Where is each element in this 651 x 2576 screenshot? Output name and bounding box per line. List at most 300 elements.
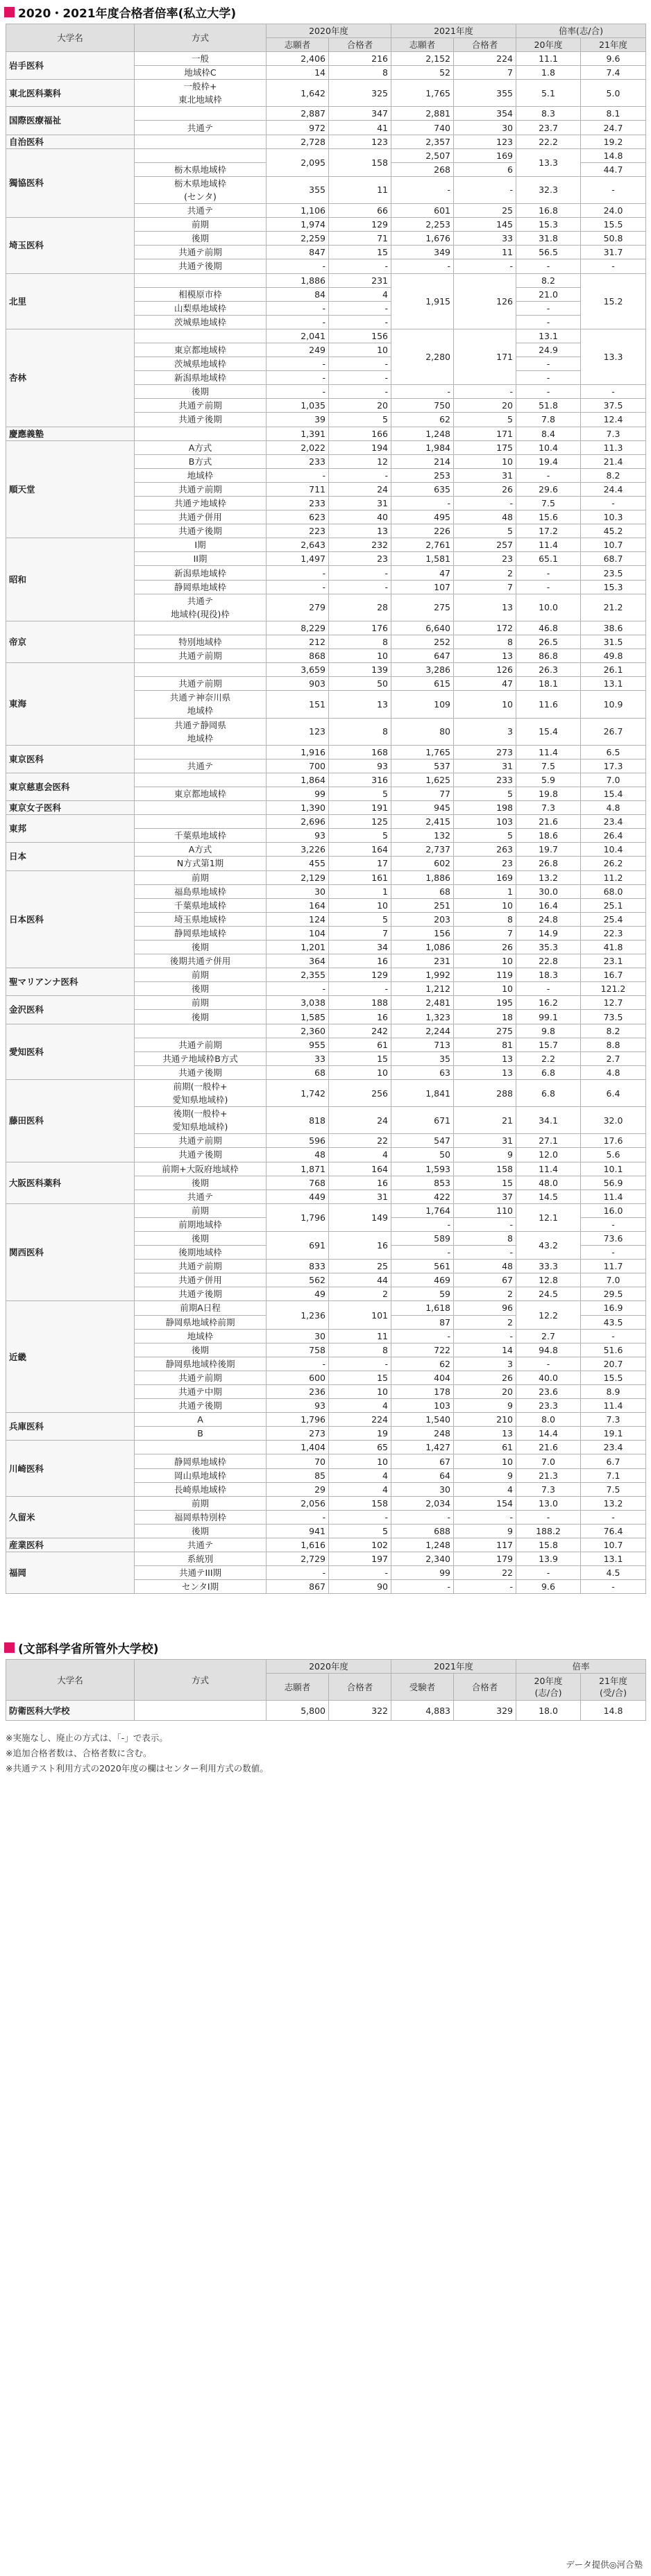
ratio-2021: 50.8 bbox=[581, 232, 646, 246]
passers-2020: 191 bbox=[329, 801, 391, 815]
applicants-2020: 700 bbox=[267, 759, 329, 773]
passers-2020: 2 bbox=[329, 1287, 391, 1301]
passers-2021: 7 bbox=[454, 926, 516, 940]
applicants-2021: 589 bbox=[391, 1231, 454, 1245]
ratio-2020: 188.2 bbox=[516, 1524, 581, 1538]
passers-2020: 161 bbox=[329, 870, 391, 884]
university-name: 東京医科 bbox=[6, 745, 135, 773]
method-cell: 千葉県地域枠 bbox=[135, 898, 267, 912]
ratio-2020: 30.0 bbox=[516, 884, 581, 898]
applicants-2020: 355 bbox=[267, 176, 329, 203]
applicants-2020: 1,974 bbox=[267, 218, 329, 232]
ratio-2021: 8.2 bbox=[581, 468, 646, 482]
passers-2020: 164 bbox=[329, 1162, 391, 1176]
applicants-2020: 2,355 bbox=[267, 968, 329, 982]
passers-2021: 210 bbox=[454, 1413, 516, 1427]
header-passers-2020: 合格者 bbox=[329, 38, 391, 52]
ratio-2020: 7.0 bbox=[516, 1454, 581, 1468]
ratio-2021: 10.3 bbox=[581, 510, 646, 524]
applicants-2021: 2,253 bbox=[391, 218, 454, 232]
applicants-2021: 688 bbox=[391, 1524, 454, 1538]
ratio-2021: 7.3 bbox=[581, 1413, 646, 1427]
passers-2021: 154 bbox=[454, 1496, 516, 1510]
method-cell: 共通テ静岡県 地域枠 bbox=[135, 718, 267, 745]
ratio-2021: 7.5 bbox=[581, 1482, 646, 1496]
passers-2020: - bbox=[329, 468, 391, 482]
applicants-2021: 203 bbox=[391, 912, 454, 926]
header2-university: 大学名 bbox=[6, 1660, 135, 1701]
passers-2021: 23 bbox=[454, 552, 516, 566]
method-cell: 共通テ前期 bbox=[135, 482, 267, 496]
applicants-2020: 2,406 bbox=[267, 52, 329, 66]
note-line: ※追加合格者数は、合格者数に含む。 bbox=[6, 1748, 152, 1759]
passers-2020: - bbox=[329, 259, 391, 273]
ratio-2020: - bbox=[516, 1510, 581, 1524]
ratio-2021: 44.7 bbox=[581, 162, 646, 176]
applicants-2021: 2,507 bbox=[391, 148, 454, 162]
applicants-2021: 64 bbox=[391, 1468, 454, 1482]
passers-2020: 40 bbox=[329, 510, 391, 524]
university-name: 東海 bbox=[6, 663, 135, 746]
university-name: 埼玉医科 bbox=[6, 218, 135, 273]
university-name: 愛知医科 bbox=[6, 1024, 135, 1079]
method-cell: 共通テ地域枠B方式 bbox=[135, 1051, 267, 1065]
ratio-2020: 6.8 bbox=[516, 1065, 581, 1079]
method-cell: 共通テ bbox=[135, 204, 267, 218]
passers-2021: 2 bbox=[454, 1287, 516, 1301]
passers-2021: 26 bbox=[454, 1371, 516, 1384]
applicants-2020: 2,041 bbox=[267, 329, 329, 343]
passers-2020: 15 bbox=[329, 1371, 391, 1384]
header2-ratio: 倍率 bbox=[516, 1660, 646, 1674]
ratio-2021: - bbox=[581, 1217, 646, 1231]
ratio-2021: - bbox=[581, 1329, 646, 1343]
method-cell: 一般 bbox=[135, 52, 267, 66]
passers-2020: 129 bbox=[329, 218, 391, 232]
ratio-2020: 24.9 bbox=[516, 343, 581, 357]
ratio-2020: 13.3 bbox=[516, 148, 581, 176]
method-cell: 共通テ前期 bbox=[135, 1260, 267, 1273]
applicants-2021: 80 bbox=[391, 718, 454, 745]
applicants-2020: 955 bbox=[267, 1038, 329, 1051]
passers-2021: 81 bbox=[454, 1038, 516, 1051]
method-cell: B方式 bbox=[135, 454, 267, 468]
ratio-2021: 19.2 bbox=[581, 135, 646, 148]
table-row bbox=[6, 745, 646, 759]
header2-2020: 2020年度 bbox=[267, 1660, 391, 1674]
applicants-2021: 50 bbox=[391, 1148, 454, 1162]
heading-marker-icon bbox=[4, 7, 15, 17]
passers-2020: 15 bbox=[329, 1051, 391, 1065]
ratio-2020: - bbox=[516, 468, 581, 482]
ratio-2020: 12.2 bbox=[516, 1301, 581, 1329]
passers-2021: 13 bbox=[454, 1051, 516, 1065]
ratio-2020: 26.8 bbox=[516, 857, 581, 870]
header2-passers-2021: 合格者 bbox=[454, 1674, 516, 1701]
university-name: 東北医科薬科 bbox=[6, 80, 135, 107]
applicants-2020: 1,864 bbox=[267, 773, 329, 787]
method-cell: 共通テ後期 bbox=[135, 259, 267, 273]
passers-2021: 8 bbox=[454, 912, 516, 926]
passers-2021: 273 bbox=[454, 745, 516, 759]
university-name: 帝京 bbox=[6, 621, 135, 662]
ratio-2020: 21.6 bbox=[516, 815, 581, 829]
ratio-2021: 76.4 bbox=[581, 1524, 646, 1538]
ratio-2021: 19.1 bbox=[581, 1427, 646, 1441]
passers-2020: 16 bbox=[329, 1176, 391, 1190]
method-cell: 静岡県地域枠 bbox=[135, 1454, 267, 1468]
method-cell: 栃木県地域枠 (センタ) bbox=[135, 176, 267, 203]
passers-2020: 13 bbox=[329, 691, 391, 718]
method-cell: 共通テ後期 bbox=[135, 1399, 267, 1413]
passers-2021: - bbox=[454, 1217, 516, 1231]
method-cell: 後期 bbox=[135, 941, 267, 954]
passers-2021: 158 bbox=[454, 1162, 516, 1176]
applicants-2020: 1,236 bbox=[267, 1301, 329, 1329]
applicants-2021: 47 bbox=[391, 566, 454, 580]
applicants-2021: 103 bbox=[391, 1399, 454, 1413]
applicants-2021: 6,640 bbox=[391, 621, 454, 635]
header-ratio: 倍率(志/合) bbox=[516, 24, 646, 38]
ratio-2021: 41.8 bbox=[581, 941, 646, 954]
passers-2021: 126 bbox=[454, 273, 516, 329]
passers-2021: 61 bbox=[454, 1441, 516, 1454]
passers-2020: 65 bbox=[329, 1441, 391, 1454]
table-row bbox=[6, 1162, 646, 1176]
table-row bbox=[6, 815, 646, 829]
passers-2021: 10 bbox=[454, 982, 516, 996]
ratio-2020: 14.5 bbox=[516, 1190, 581, 1203]
ratio-2020: 99.1 bbox=[516, 1010, 581, 1024]
passers-2021: 26 bbox=[454, 482, 516, 496]
table-row bbox=[6, 1496, 646, 1510]
applicants-2020: 1,642 bbox=[267, 80, 329, 107]
applicants-2020: 1,886 bbox=[267, 273, 329, 287]
applicants-2021: - bbox=[391, 1580, 454, 1594]
applicants-2021: 253 bbox=[391, 468, 454, 482]
applicants-2021: 67 bbox=[391, 1454, 454, 1468]
method-cell: 共通テ 地域枠(現役)枠 bbox=[135, 594, 267, 621]
ratio-2021: 16.0 bbox=[581, 1203, 646, 1217]
passers-2020: 10 bbox=[329, 343, 391, 357]
method-cell: 共通テ前期 bbox=[135, 246, 267, 259]
ratio-2020: 16.2 bbox=[516, 996, 581, 1010]
passers-2021: 126 bbox=[454, 663, 516, 677]
method-cell: 後期 bbox=[135, 1524, 267, 1538]
ratio-2021: 7.1 bbox=[581, 1468, 646, 1482]
ratio-2021: 11.2 bbox=[581, 870, 646, 884]
applicants-2020: 623 bbox=[267, 510, 329, 524]
applicants-2020: 1,035 bbox=[267, 399, 329, 413]
passers-2021: 20 bbox=[454, 1385, 516, 1399]
applicants-2021: 945 bbox=[391, 801, 454, 815]
table-row bbox=[6, 440, 646, 454]
method-cell bbox=[135, 107, 267, 121]
method-cell: 前期 bbox=[135, 870, 267, 884]
ratio-2021: 13.3 bbox=[581, 329, 646, 384]
applicants-2020: 449 bbox=[267, 1190, 329, 1203]
ratio-2020: - bbox=[516, 580, 581, 594]
ratio-2021: 13.1 bbox=[581, 1552, 646, 1566]
university-name: 防衛医科大学校 bbox=[6, 1701, 135, 1721]
method-cell: 栃木県地域枠 bbox=[135, 162, 267, 176]
applicants-2021: 1,984 bbox=[391, 440, 454, 454]
applicants-2021: 1,248 bbox=[391, 1538, 454, 1552]
ratio-2021: 23.4 bbox=[581, 1441, 646, 1454]
method-cell bbox=[135, 801, 267, 815]
ratio-2021: 12.7 bbox=[581, 996, 646, 1010]
method-cell: 前期 bbox=[135, 1203, 267, 1217]
applicants-2020: 1,201 bbox=[267, 941, 329, 954]
ratio-2020: - bbox=[516, 301, 581, 315]
passers-2021: - bbox=[454, 259, 516, 273]
ratio-2020: 22.8 bbox=[516, 954, 581, 968]
ratio-2020: 7.5 bbox=[516, 759, 581, 773]
applicants-2020: 99 bbox=[267, 787, 329, 800]
applicants-2021: 1,676 bbox=[391, 232, 454, 246]
method-cell: 後期 bbox=[135, 1343, 267, 1357]
passers-2020: 15 bbox=[329, 246, 391, 259]
passers-2021: 26 bbox=[454, 941, 516, 954]
applicants-2020: 691 bbox=[267, 1231, 329, 1259]
applicants-2020: 14 bbox=[267, 66, 329, 80]
ratio-2021: 21.2 bbox=[581, 594, 646, 621]
applicants-2021: 537 bbox=[391, 759, 454, 773]
passers-2020: - bbox=[329, 1510, 391, 1524]
ratio-2021: 8.2 bbox=[581, 1024, 646, 1038]
ratio-2020: 7.5 bbox=[516, 497, 581, 510]
passers-2020: 188 bbox=[329, 996, 391, 1010]
ratio-2020: 10.4 bbox=[516, 440, 581, 454]
passers-2020: 93 bbox=[329, 759, 391, 773]
method-cell: 前期(一般枠+ 愛知県地域枠) bbox=[135, 1079, 267, 1106]
passers-2020: 231 bbox=[329, 273, 391, 287]
applicants-2021: 2,737 bbox=[391, 843, 454, 857]
ratio-2021: 37.5 bbox=[581, 399, 646, 413]
passers-2020: 256 bbox=[329, 1079, 391, 1106]
ratio-2021: 4.5 bbox=[581, 1566, 646, 1580]
ratio-2020: 2.2 bbox=[516, 1051, 581, 1065]
method-cell: 共通テ中期 bbox=[135, 1385, 267, 1399]
table-row bbox=[6, 1203, 646, 1217]
method-cell: 共通テ後期 bbox=[135, 413, 267, 427]
ratio-2020: 15.4 bbox=[516, 718, 581, 745]
method-cell: センタI期 bbox=[135, 1580, 267, 1594]
ratio-2021: 38.6 bbox=[581, 621, 646, 635]
passers-2020: 61 bbox=[329, 1038, 391, 1051]
table-row bbox=[6, 273, 646, 287]
applicants-2020: 236 bbox=[267, 1385, 329, 1399]
applicants-2020: 867 bbox=[267, 1580, 329, 1594]
applicants-2021: 349 bbox=[391, 246, 454, 259]
ratio-2020: 5.1 bbox=[516, 80, 581, 107]
ratio-2021: 121.2 bbox=[581, 982, 646, 996]
ratio-2020: 27.1 bbox=[516, 1134, 581, 1148]
university-name: 関西医科 bbox=[6, 1203, 135, 1301]
ratio-2021: - bbox=[581, 1510, 646, 1524]
ratio-2021: 2.7 bbox=[581, 1051, 646, 1065]
ratio-2020: 8.0 bbox=[516, 1413, 581, 1427]
applicants-2020: 1,742 bbox=[267, 1079, 329, 1106]
ratio-2020: 15.6 bbox=[516, 510, 581, 524]
passers-2020: - bbox=[329, 566, 391, 580]
ratio-2020: 16.8 bbox=[516, 204, 581, 218]
method-cell: 後期 bbox=[135, 232, 267, 246]
passers-2020: 8 bbox=[329, 635, 391, 649]
ratio-2020: 7.8 bbox=[516, 413, 581, 427]
method-cell: 共通テ bbox=[135, 759, 267, 773]
passers-2020: 19 bbox=[329, 1427, 391, 1441]
ratio-2020: 14.4 bbox=[516, 1427, 581, 1441]
applicants-2020: 249 bbox=[267, 343, 329, 357]
ratio-2021: 26.2 bbox=[581, 857, 646, 870]
applicants-2020: 1,390 bbox=[267, 801, 329, 815]
ratio-2021: 32.0 bbox=[581, 1107, 646, 1134]
passers-2020: 5 bbox=[329, 912, 391, 926]
applicants-2020: - bbox=[267, 385, 329, 399]
passers-2021: - bbox=[454, 497, 516, 510]
ratio-2021: 68.7 bbox=[581, 552, 646, 566]
university-name: 福岡 bbox=[6, 1552, 135, 1594]
ratio-2021: 22.3 bbox=[581, 926, 646, 940]
applicants-2020: 2,696 bbox=[267, 815, 329, 829]
ratio-2020: 23.3 bbox=[516, 1399, 581, 1413]
ratio-2021: 14.8 bbox=[581, 1701, 646, 1721]
header-2020: 2020年度 bbox=[267, 24, 391, 38]
passers-2021: 47 bbox=[454, 677, 516, 691]
applicants-2021: 1,593 bbox=[391, 1162, 454, 1176]
ratio-2020: 32.3 bbox=[516, 176, 581, 203]
passers-2020: 10 bbox=[329, 1454, 391, 1468]
ratio-2020: 1.8 bbox=[516, 66, 581, 80]
ratio-2020: 26.3 bbox=[516, 663, 581, 677]
applicants-2021: 1,625 bbox=[391, 773, 454, 787]
ratio-2020: 15.8 bbox=[516, 1538, 581, 1552]
applicants-2021: 1,841 bbox=[391, 1079, 454, 1106]
passers-2020: 168 bbox=[329, 745, 391, 759]
ratio-2021: 17.6 bbox=[581, 1134, 646, 1148]
passers-2021: 198 bbox=[454, 801, 516, 815]
ratio-2021: - bbox=[581, 176, 646, 203]
ratio-2021: 73.5 bbox=[581, 1010, 646, 1024]
passers-2021: 171 bbox=[454, 427, 516, 440]
applicants-2021: - bbox=[391, 1510, 454, 1524]
ratio-2020: - bbox=[516, 315, 581, 329]
applicants-2021: 275 bbox=[391, 594, 454, 621]
passers-2020: 156 bbox=[329, 329, 391, 343]
method-cell: 共通テ後期 bbox=[135, 1065, 267, 1079]
applicants-2020: 233 bbox=[267, 454, 329, 468]
passers-2020: 4 bbox=[329, 287, 391, 301]
applicants-2021: 3,286 bbox=[391, 663, 454, 677]
applicants-2020: 600 bbox=[267, 1371, 329, 1384]
passers-2020: 325 bbox=[329, 80, 391, 107]
applicants-2020: 3,226 bbox=[267, 843, 329, 857]
applicants-2021: 647 bbox=[391, 649, 454, 663]
passers-2020: 16 bbox=[329, 954, 391, 968]
passers-2021: - bbox=[454, 1329, 516, 1343]
ratio-2020: 18.0 bbox=[516, 1701, 581, 1721]
passers-2021: 355 bbox=[454, 80, 516, 107]
method-cell: N方式第1期 bbox=[135, 857, 267, 870]
ratio-2020: - bbox=[516, 1357, 581, 1371]
ratio-2021: 4.8 bbox=[581, 801, 646, 815]
method-cell: 共通テIII期 bbox=[135, 1566, 267, 1580]
passers-2021: 179 bbox=[454, 1552, 516, 1566]
passers-2021: 9 bbox=[454, 1148, 516, 1162]
ratio-2020: - bbox=[516, 385, 581, 399]
method-cell: 共通テ前期 bbox=[135, 1134, 267, 1148]
method-cell: 茨城県地域枠 bbox=[135, 357, 267, 371]
passers-2021: 18 bbox=[454, 1010, 516, 1024]
university-name: 日本医科 bbox=[6, 870, 135, 968]
ratio-2021: 24.4 bbox=[581, 482, 646, 496]
applicants-2020: 93 bbox=[267, 829, 329, 843]
other-school-table bbox=[6, 1659, 646, 1721]
method-cell: A方式 bbox=[135, 440, 267, 454]
ratio-2020: 14.9 bbox=[516, 926, 581, 940]
header-applicants-2021: 志願者 bbox=[391, 38, 454, 52]
note-line: ※実施なし、廃止の方式は、「-」で表示。 bbox=[6, 1733, 168, 1744]
passers-2021: 329 bbox=[454, 1701, 516, 1721]
method-cell: 前期地域枠 bbox=[135, 1217, 267, 1231]
method-cell: 静岡県地域枠後期 bbox=[135, 1357, 267, 1371]
method-cell: 山梨県地域枠 bbox=[135, 301, 267, 315]
passers-2020: 11 bbox=[329, 176, 391, 203]
ratio-2020: 24.8 bbox=[516, 912, 581, 926]
ratio-2020: - bbox=[516, 259, 581, 273]
ratio-2020: 15.7 bbox=[516, 1038, 581, 1051]
passers-2020: - bbox=[329, 301, 391, 315]
table-row bbox=[6, 329, 646, 343]
passers-2021: 5 bbox=[454, 413, 516, 427]
passers-2020: 158 bbox=[329, 1496, 391, 1510]
applicants-2021: 107 bbox=[391, 580, 454, 594]
data-credit: データ提供◎河合塾 bbox=[566, 2559, 643, 2570]
passers-2021: 13 bbox=[454, 1427, 516, 1441]
applicants-2021: 252 bbox=[391, 635, 454, 649]
applicants-2021: 422 bbox=[391, 1190, 454, 1203]
passers-2021: 30 bbox=[454, 121, 516, 135]
ratio-2021: 10.4 bbox=[581, 843, 646, 857]
university-name: 東京女子医科 bbox=[6, 801, 135, 815]
ratio-2020: - bbox=[516, 1566, 581, 1580]
applicants-2021: 1,618 bbox=[391, 1301, 454, 1315]
applicants-2021: 2,357 bbox=[391, 135, 454, 148]
header2-applicants-2020: 志願者 bbox=[267, 1674, 329, 1701]
applicants-2020: 48 bbox=[267, 1148, 329, 1162]
ratio-2020: 13.2 bbox=[516, 870, 581, 884]
method-cell: 新潟県地域枠 bbox=[135, 371, 267, 385]
ratio-2021: 15.5 bbox=[581, 1371, 646, 1384]
method-cell bbox=[135, 1701, 267, 1721]
applicants-2021: 2,340 bbox=[391, 1552, 454, 1566]
table-body bbox=[6, 52, 646, 1594]
heading-marker-icon bbox=[4, 1642, 15, 1653]
ratio-2020: 19.7 bbox=[516, 843, 581, 857]
passers-2020: - bbox=[329, 357, 391, 371]
passers-2020: 16 bbox=[329, 1010, 391, 1024]
passers-2021: 145 bbox=[454, 218, 516, 232]
ratio-2021: 31.7 bbox=[581, 246, 646, 259]
ratio-2021: 23.1 bbox=[581, 954, 646, 968]
applicants-2021: 750 bbox=[391, 399, 454, 413]
table-row bbox=[6, 1701, 646, 1721]
passers-2021: 25 bbox=[454, 204, 516, 218]
ratio-2021: 26.1 bbox=[581, 663, 646, 677]
applicants-2020: 972 bbox=[267, 121, 329, 135]
table-row bbox=[6, 1538, 646, 1552]
